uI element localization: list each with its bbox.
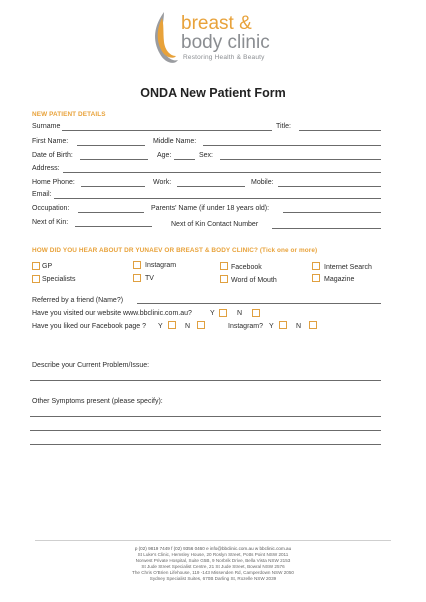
instagram-no-label: N <box>296 323 302 330</box>
parents-name-field[interactable] <box>283 212 381 213</box>
first-name-field[interactable] <box>77 145 145 146</box>
footer-address-2: Norwest Private Hospital, Suite G5B, 9 Norbrik Drive, Bella Vista NSW 2153 <box>135 558 291 563</box>
instagram-no-checkbox[interactable] <box>309 321 317 329</box>
option-internet-search-label: Internet Search <box>324 264 372 271</box>
next-of-kin-field[interactable] <box>75 226 152 227</box>
option-magazine-label: Magazine <box>324 276 355 283</box>
form-title: ONDA New Patient Form <box>140 86 286 100</box>
surname-label: Surname <box>32 123 61 130</box>
logo <box>150 10 300 72</box>
footer-address-1: St Luke's Clinic, Hemsley House, 20 Roslyn Street, Potts Point NSW 2011 <box>137 552 289 557</box>
liked-facebook-no-label: N <box>185 323 191 330</box>
liked-facebook-yes-checkbox[interactable] <box>168 321 176 329</box>
visited-website-yes-checkbox[interactable] <box>219 309 227 317</box>
option-gp-label: GP <box>42 263 53 270</box>
work-phone-label: Work: <box>153 179 172 186</box>
visited-website-yes-label: Y <box>210 310 215 317</box>
checkbox-word-of-mouth[interactable] <box>220 275 228 283</box>
middle-name-label: Middle Name: <box>153 138 197 145</box>
liked-facebook-yes-label: Y <box>158 323 163 330</box>
option-specialists-label: Specialists <box>42 276 76 283</box>
section-heading-referral: HOW DID YOU HEAR ABOUT DR YUNAEV OR BREAST & BODY CLINIC? (Tick one or more) <box>32 247 318 254</box>
sex-label: Sex: <box>199 152 214 159</box>
checkbox-specialists[interactable] <box>32 275 40 283</box>
address-label: Address: <box>32 165 60 172</box>
work-phone-field[interactable] <box>177 186 245 187</box>
footer-address-3: St Jude Street Specialist Centre, 21 St Jude Street, Bowral NSW 2576 <box>141 564 285 569</box>
checkbox-internet-search[interactable] <box>312 262 320 270</box>
checkbox-tv[interactable] <box>133 274 141 282</box>
occupation-label: Occupation: <box>32 205 70 212</box>
dob-label: Date of Birth: <box>32 152 73 159</box>
instagram-yes-checkbox[interactable] <box>279 321 287 329</box>
other-symptoms-field-1[interactable] <box>30 416 381 417</box>
mobile-label: Mobile: <box>251 179 274 186</box>
logo-line2: body clinic <box>181 32 270 53</box>
visited-website-label: Have you visited our website www.bbclinic.com.au? <box>32 310 192 317</box>
mobile-field[interactable] <box>278 186 381 187</box>
home-phone-field[interactable] <box>81 186 145 187</box>
liked-facebook-no-checkbox[interactable] <box>197 321 205 329</box>
parents-name-label: Parents' Name (if under 18 years old): <box>151 205 270 212</box>
occupation-field[interactable] <box>78 212 144 213</box>
section-heading-patient-details: NEW PATIENT DETAILS <box>32 111 106 118</box>
current-problem-field-1[interactable] <box>30 380 381 381</box>
dob-field[interactable] <box>80 159 148 160</box>
footer-contact: p (02) 9819 7449 f (02) 9356 0460 e info@bbclinic.com.au w bbclinic.com.au <box>134 546 292 551</box>
address-field[interactable] <box>63 172 381 173</box>
liked-facebook-label: Have you liked our Facebook page ? <box>32 323 147 330</box>
next-of-kin-contact-label: Next of Kin Contact Number <box>171 221 259 228</box>
option-instagram-label: Instagram <box>145 262 177 269</box>
logo-line1: breast & <box>181 13 252 34</box>
footer-divider <box>35 540 391 541</box>
option-facebook-label: Facebook <box>231 264 262 271</box>
option-word-of-mouth-label: Word of Mouth <box>231 277 277 284</box>
home-phone-label: Home Phone: <box>32 179 75 186</box>
footer-address-4: The Chris O'Brien Lifehouse, 119 -143 Missenden Rd, Camperdown NSW 2050 <box>132 570 294 575</box>
visited-website-no-label: N <box>237 310 243 317</box>
middle-name-field[interactable] <box>203 145 381 146</box>
option-tv-label: TV <box>145 275 154 282</box>
referred-by-field[interactable] <box>137 303 381 304</box>
title-label: Title: <box>276 123 291 130</box>
other-symptoms-field-3[interactable] <box>30 444 381 445</box>
email-label: Email: <box>32 191 52 198</box>
surname-field[interactable] <box>62 130 272 131</box>
checkbox-instagram[interactable] <box>133 261 141 269</box>
current-problem-label: Describe your Current Problem/Issue: <box>32 362 150 369</box>
checkbox-gp[interactable] <box>32 262 40 270</box>
instagram-yes-label: Y <box>269 323 274 330</box>
next-of-kin-contact-field[interactable] <box>272 228 381 229</box>
first-name-label: First Name: <box>32 138 69 145</box>
footer-address-5: Sydney Specialist Suites, 670B Darling St, Rozelle NSW 2039 <box>149 576 277 581</box>
checkbox-magazine[interactable] <box>312 274 320 282</box>
age-label: Age: <box>157 152 172 159</box>
visited-website-no-checkbox[interactable] <box>252 309 260 317</box>
next-of-kin-label: Next of Kin: <box>32 219 69 226</box>
other-symptoms-label: Other Symptoms present (please specify): <box>32 398 163 405</box>
logo-tagline: Restoring Health & Beauty <box>183 54 265 61</box>
sex-field[interactable] <box>220 159 381 160</box>
title-field[interactable] <box>299 130 381 131</box>
instagram-question-label: Instagram? <box>228 323 264 330</box>
checkbox-facebook[interactable] <box>220 262 228 270</box>
email-field[interactable] <box>54 198 381 199</box>
age-field[interactable] <box>174 159 195 160</box>
other-symptoms-field-2[interactable] <box>30 430 381 431</box>
referred-by-label: Referred by a friend (Name?) <box>32 297 124 304</box>
logo-swirl-icon <box>150 10 180 72</box>
